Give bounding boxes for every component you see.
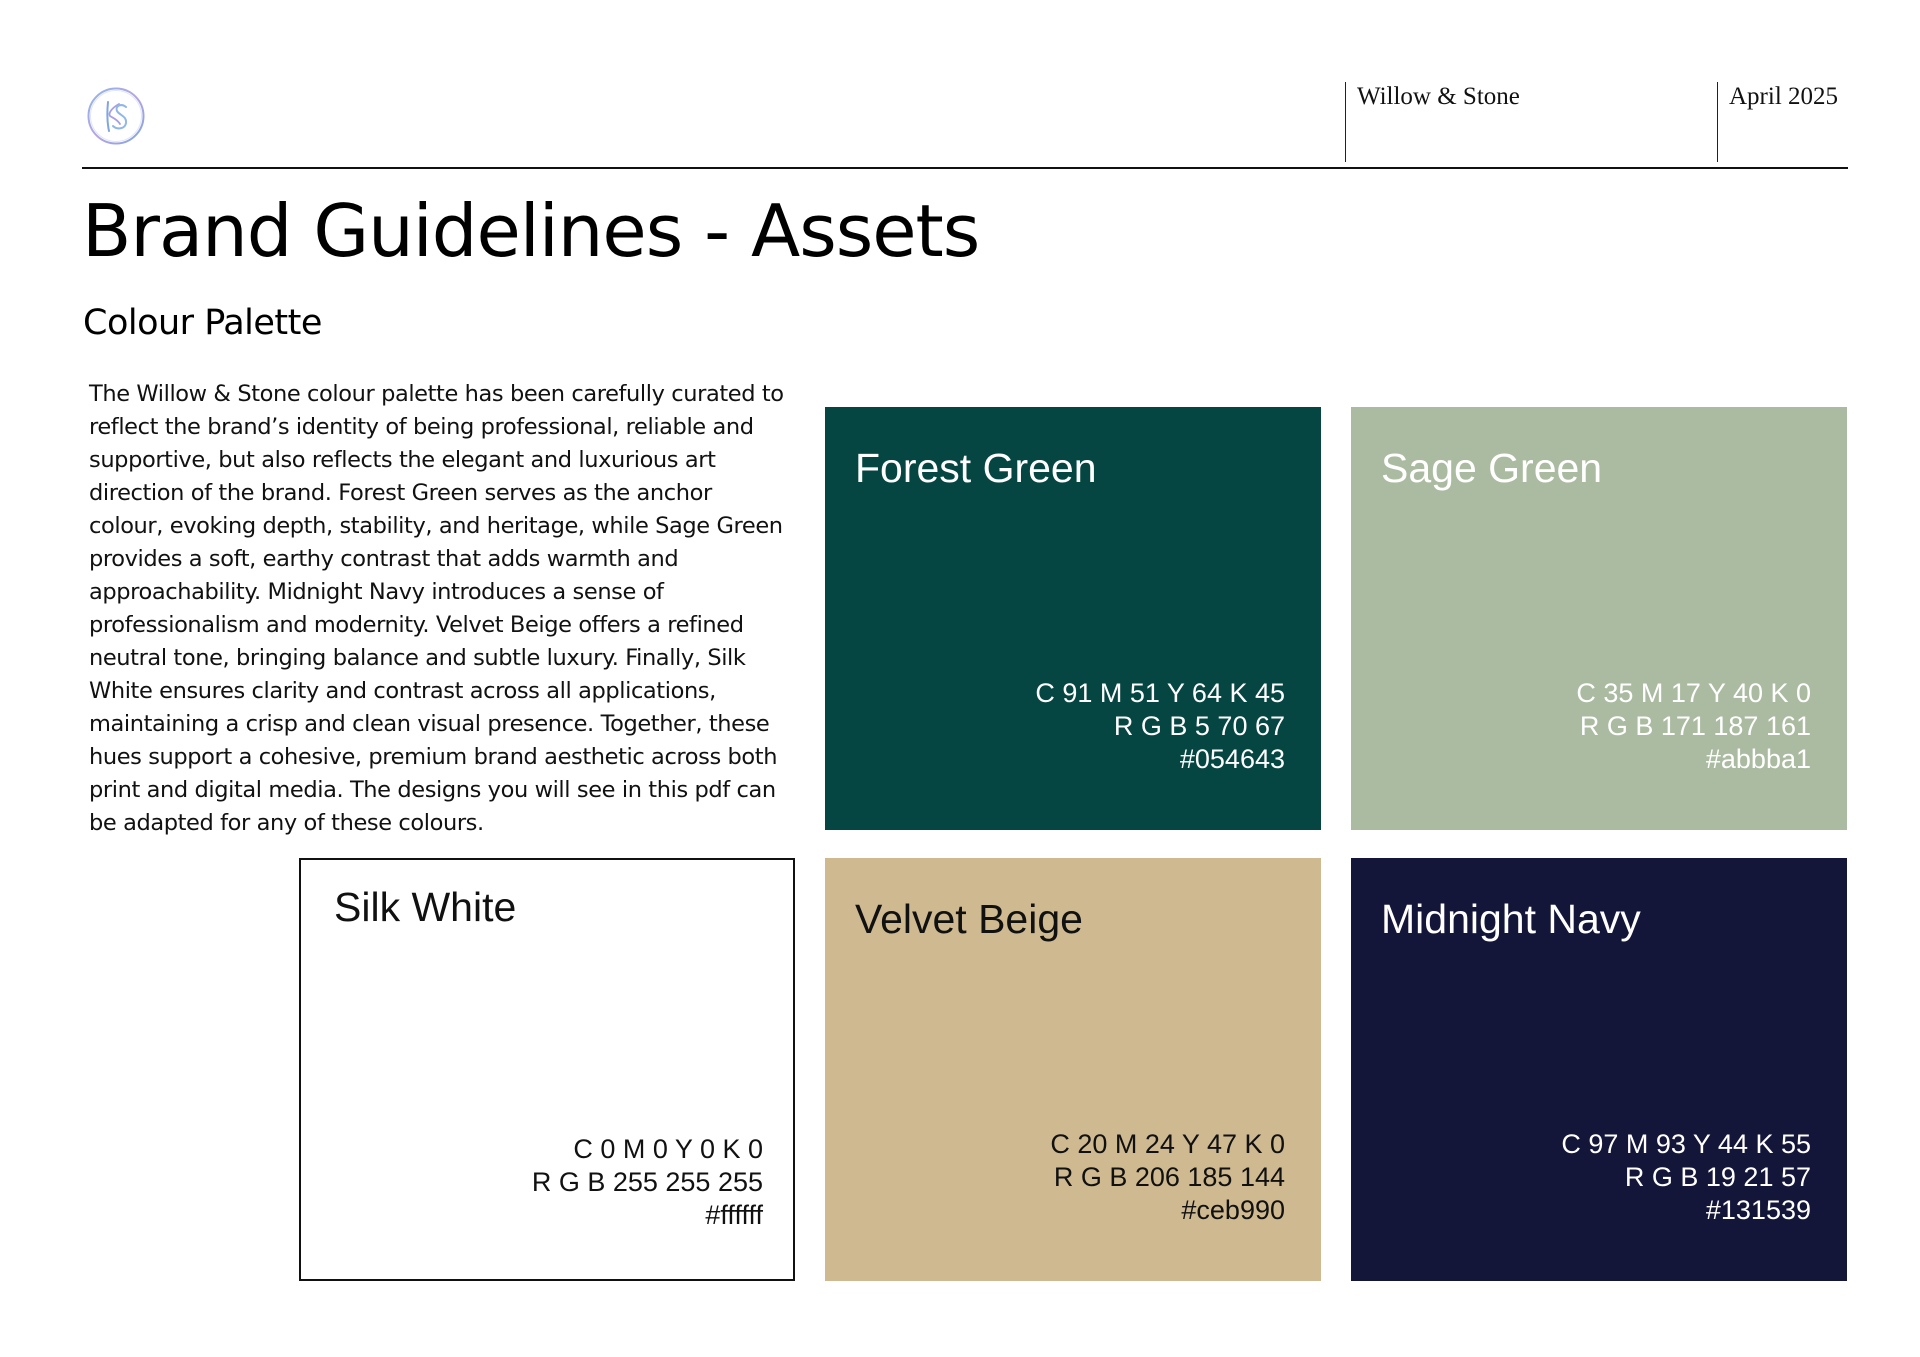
swatch-hex: #abbba1: [1705, 744, 1811, 774]
swatch-cmyk: C 20 M 24 Y 47 K 0: [1050, 1129, 1285, 1159]
swatch-cmyk: C 0 M 0 Y 0 K 0: [573, 1134, 763, 1164]
swatch-codes: [1561, 1128, 1811, 1227]
header-divider: [82, 167, 1848, 169]
swatch-codes: [1050, 1128, 1285, 1227]
swatch-name: Sage Green: [1381, 445, 1603, 491]
header-brand: [1345, 82, 1717, 162]
swatch-velvet-beige: [825, 858, 1321, 1281]
swatch-codes: [1576, 677, 1811, 776]
swatch-rgb: R G B 171 187 161: [1579, 711, 1811, 741]
section-title: Colour Palette: [83, 303, 322, 343]
swatch-rgb: R G B 19 21 57: [1624, 1162, 1811, 1192]
swatch-cmyk: C 97 M 93 Y 44 K 55: [1561, 1129, 1811, 1159]
swatch-forest-green: [825, 407, 1321, 830]
header-date-text: April 2025: [1729, 83, 1839, 110]
swatch-cmyk: C 35 M 17 Y 40 K 0: [1576, 678, 1811, 708]
swatch-codes: [532, 1133, 763, 1232]
swatch-name: Silk White: [334, 884, 517, 930]
page-title: Brand Guidelines - Assets: [82, 189, 980, 273]
swatch-name: Forest Green: [855, 445, 1097, 491]
ws-monogram-logo: [86, 86, 146, 146]
swatch-name: Midnight Navy: [1381, 896, 1641, 942]
swatch-rgb: R G B 255 255 255: [531, 1167, 763, 1197]
swatch-cmyk: C 91 M 51 Y 64 K 45: [1035, 678, 1285, 708]
swatch-hex: #ceb990: [1181, 1195, 1285, 1225]
swatch-hex: #ffffff: [705, 1200, 763, 1230]
swatch-codes: [1035, 677, 1285, 776]
swatch-silk-white: [299, 858, 795, 1281]
swatch-name: Velvet Beige: [855, 896, 1083, 942]
swatch-hex: #131539: [1705, 1195, 1811, 1225]
swatch-midnight-navy: [1351, 858, 1847, 1281]
header-brand-text: Willow & Stone: [1357, 83, 1520, 110]
palette-description: The Willow & Stone colour palette has been carefully curated to reflect the brand’s identity of being professional, reliable and supportive, but also reflects the elegant and luxurious art direction of the brand. Forest Green serves as the anchor colour, evoking depth, stability, and heritage, while Sage Green provides a soft, earthy contrast that adds warmth and approachability. Midnight Navy introduces a sense of professionalism and modernity. Velvet Beige offers a refined neutral tone, bringing balance and subtle luxury. Finally, Silk White ensures clarity and contrast across all applications, maintaining a crisp and clean visual presence. Together, these hues support a cohesive, premium brand aesthetic across both print and digital media. The designs you will see in this pdf can be adapted for any of these colours.: [89, 381, 784, 836]
swatch-sage-green: [1351, 407, 1847, 830]
header-date: [1717, 82, 1859, 162]
swatch-rgb: R G B 5 70 67: [1113, 711, 1285, 741]
swatch-hex: #054643: [1179, 744, 1285, 774]
swatch-rgb: R G B 206 185 144: [1053, 1162, 1285, 1192]
